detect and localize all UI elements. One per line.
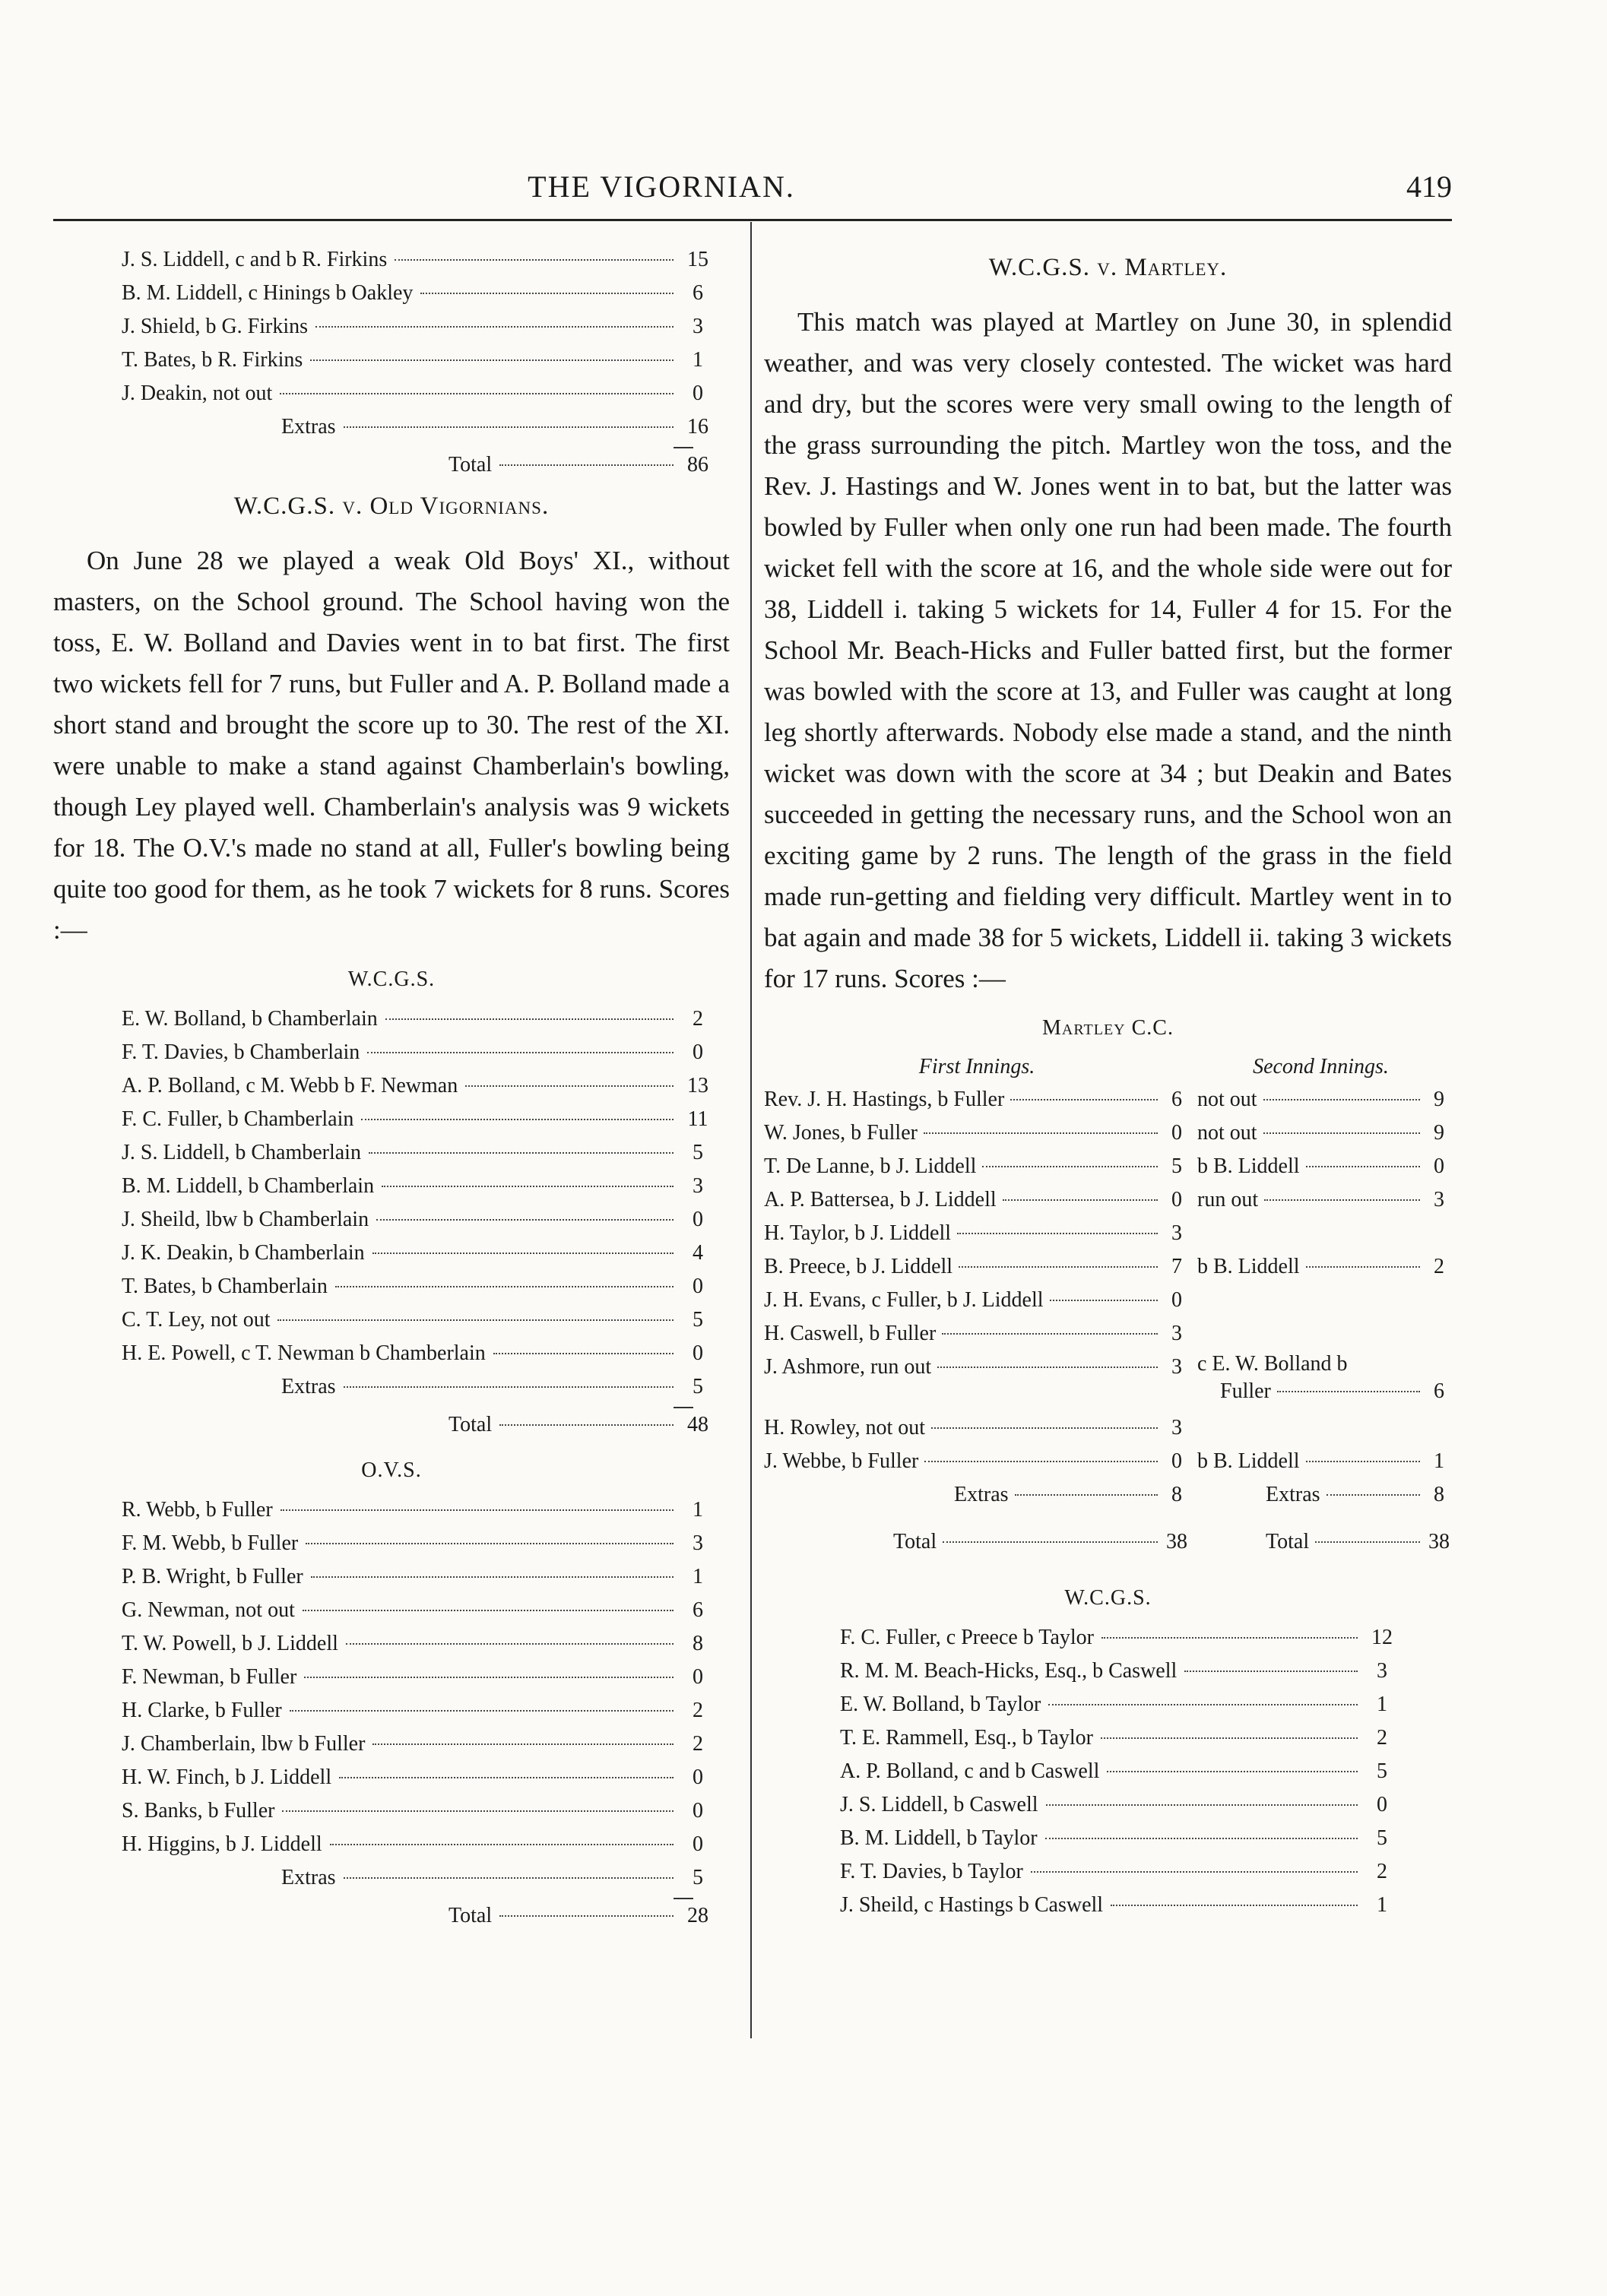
martley-row [764, 1351, 1452, 1411]
first-innings-entry: J. H. Evans, c Fuller, b J. Liddell [764, 1288, 1044, 1312]
second-innings-entry: not out [1197, 1121, 1257, 1145]
batsman-dismissal: S. Banks, b Fuller [122, 1799, 275, 1823]
total-label: Total [1266, 1530, 1310, 1553]
scorecard-row [122, 1661, 715, 1694]
journal-title: THE VIGORNIAN. [528, 169, 795, 204]
scorecard-row [122, 1493, 715, 1527]
first-innings-score: 7 [1171, 1255, 1182, 1278]
runs-score: 4 [693, 1241, 703, 1265]
right-column [764, 243, 1452, 1922]
leader-dots [1263, 1099, 1420, 1100]
leader-dots [493, 1353, 674, 1354]
runs-score: 1 [1377, 1693, 1387, 1716]
leader-dots [1111, 1905, 1358, 1906]
leader-dots [1306, 1461, 1420, 1462]
total-score: 86 [687, 453, 708, 477]
batsman-dismissal: T. W. Powell, b J. Liddell [122, 1632, 338, 1655]
leader-dots [957, 1233, 1158, 1234]
runs-score: 1 [693, 348, 703, 372]
leader-dots [1031, 1871, 1358, 1873]
batsman-dismissal: T. E. Rammell, Esq., b Taylor [840, 1726, 1093, 1750]
runs-score: 3 [1377, 1659, 1387, 1683]
leader-dots [344, 426, 674, 428]
martley-row [764, 1445, 1452, 1478]
leader-dots [1101, 1737, 1358, 1739]
scorecard-row [122, 1794, 715, 1828]
first-innings-label: First Innings. [918, 1055, 1035, 1078]
leader-dots [339, 1777, 674, 1778]
runs-score: 8 [693, 1632, 703, 1655]
scorecard-row [840, 1822, 1399, 1855]
martley-scorecard [764, 1051, 1452, 1559]
batsman-dismissal: F. C. Fuller, b Chamberlain [122, 1107, 354, 1131]
first-innings-entry: H. Rowley, not out [764, 1416, 926, 1439]
leader-dots [1010, 1099, 1158, 1100]
scorecard-row [122, 1337, 715, 1370]
extras-label: Extras [281, 415, 336, 439]
carryover-total-row [122, 448, 715, 482]
first-innings-score: 5 [1171, 1154, 1182, 1178]
empty-cell [1190, 1317, 1452, 1351]
total-label: Total [449, 1413, 493, 1436]
leader-dots [1045, 1838, 1358, 1839]
leader-dots [395, 259, 674, 261]
leader-dots [937, 1367, 1158, 1368]
leader-dots [310, 359, 674, 361]
first-innings-entry: H. Caswell, b Fuller [764, 1322, 937, 1345]
runs-score: 12 [1371, 1626, 1393, 1649]
runs-score: 5 [1377, 1826, 1387, 1850]
runs-score: 0 [693, 1208, 703, 1231]
second-innings-score: 0 [1434, 1154, 1444, 1178]
second-innings-label: Second Innings. [1253, 1055, 1389, 1078]
scorecard-row [122, 1594, 715, 1627]
running-head [53, 169, 1452, 214]
leader-dots [1003, 1199, 1158, 1201]
wcgs-extras-row [122, 1370, 715, 1404]
runs-score: 0 [1377, 1793, 1387, 1816]
leader-dots [1015, 1494, 1158, 1496]
second-innings-entry: not out [1197, 1088, 1257, 1111]
runs-score: 1 [693, 1498, 703, 1522]
leader-dots [335, 1286, 674, 1287]
scorecard-row [122, 1136, 715, 1170]
wcgs-scorecard [53, 1002, 730, 1442]
wcgs-entries [122, 1002, 715, 1370]
runs-score: 3 [693, 1174, 703, 1198]
first-innings-score: 3 [1171, 1221, 1182, 1245]
scorecard-row [122, 1103, 715, 1136]
leader-dots [376, 1219, 674, 1221]
leader-dots [385, 1018, 674, 1020]
runs-score: 0 [693, 1766, 703, 1789]
first-innings-entry: J. Webbe, b Fuller [764, 1449, 919, 1473]
batsman-dismissal: J. Sheild, c Hastings b Caswell [840, 1893, 1104, 1917]
first-innings-entry: W. Jones, b Fuller [764, 1121, 918, 1145]
first-innings-entry: H. Taylor, b J. Liddell [764, 1221, 952, 1245]
scorecard-row [840, 1755, 1399, 1788]
leader-dots [982, 1166, 1158, 1167]
batsman-dismissal: E. W. Bolland, b Chamberlain [122, 1007, 378, 1031]
batsman-dismissal: T. Bates, b Chamberlain [122, 1275, 328, 1298]
batsman-dismissal: R. Webb, b Fuller [122, 1498, 273, 1522]
runs-score: 3 [693, 315, 703, 338]
total-label: Total [893, 1530, 937, 1553]
leader-dots [311, 1576, 674, 1578]
leader-dots [1107, 1771, 1358, 1772]
scorecard-row [840, 1788, 1399, 1822]
extras-label: Extras [281, 1866, 336, 1889]
extras-label: Extras [1266, 1483, 1320, 1506]
runs-score: 0 [693, 1040, 703, 1064]
extras-score: 5 [693, 1866, 703, 1889]
batsman-dismissal: J. Shield, b G. Firkins [122, 315, 309, 338]
ovs-heading: O.V.S. [361, 1458, 422, 1482]
batsman-dismissal: F. C. Fuller, c Preece b Taylor [840, 1626, 1094, 1649]
leader-dots [942, 1333, 1158, 1335]
wcgs-heading: W.C.G.S. [347, 967, 436, 991]
wcgs-martley-entries [840, 1621, 1399, 1922]
martley-row [764, 1150, 1452, 1183]
batsman-dismissal: F. Newman, b Fuller [122, 1665, 297, 1689]
second-innings-entry: b B. Liddell [1197, 1154, 1300, 1178]
left-column [53, 243, 730, 1933]
leader-dots [369, 1152, 674, 1154]
martley-heading: Martley C.C. [1042, 1016, 1174, 1040]
runs-score: 1 [1377, 1893, 1387, 1917]
scorecard-row [122, 1270, 715, 1303]
leader-dots [1263, 1132, 1420, 1134]
batsman-dismissal: J. K. Deakin, b Chamberlain [122, 1241, 365, 1265]
leader-dots [372, 1743, 674, 1745]
scorecard-row [122, 1694, 715, 1728]
scorecard-row [122, 1170, 715, 1203]
second-innings-entry-cont: Fuller [1220, 1379, 1271, 1403]
empty-cell [1190, 1284, 1452, 1317]
leader-dots [1306, 1166, 1420, 1167]
leader-dots [303, 1610, 674, 1611]
martley-row [764, 1116, 1452, 1150]
match-report-old-vigornians: On June 28 we played a weak Old Boys' XI., without masters, on the School ground. The School having won the toss, E. W. Bolland and Davies went in to bat first. The first two wickets fell for 7 runs, but Fuller and A. P. Bolland made a short stand and brought the score up to 30. The rest of the XI. were unable to make a stand against Chamberlain's bowling, though Ley played well. Chamberlain's analysis was 9 wickets for 18. The O.V.'s made no stand at all, Fuller's bowling being quite too good for them, as he took 7 wickets for 8 runs. Scores :— [53, 546, 730, 945]
extras-score: 5 [693, 1375, 703, 1398]
martley-row [764, 1411, 1452, 1445]
scorecard-row [840, 1889, 1399, 1922]
batsman-dismissal: J. Sheild, lbw b Chamberlain [122, 1208, 369, 1231]
leader-dots [344, 1877, 674, 1879]
leader-dots [277, 1319, 674, 1321]
batsman-dismissal: H. E. Powell, c T. Newman b Chamberlain [122, 1341, 486, 1365]
carryover-entries [122, 243, 715, 410]
scorecard-row [122, 1036, 715, 1069]
batsman-dismissal: C. T. Ley, not out [122, 1308, 271, 1332]
leader-dots [304, 1677, 674, 1678]
scorecard-row [122, 277, 715, 310]
leader-dots [1184, 1671, 1358, 1672]
leader-dots [361, 1119, 674, 1120]
header-rule [53, 219, 1452, 221]
scorecard-row [122, 1303, 715, 1337]
scorecard-row [122, 1627, 715, 1661]
scorecard-row [122, 377, 715, 410]
martley-row [764, 1284, 1452, 1317]
total-score: 48 [687, 1413, 708, 1436]
leader-dots [290, 1710, 674, 1712]
martley-row [764, 1250, 1452, 1284]
match-heading-old-vigornians: W.C.G.S. v. Old Vigornians. [233, 492, 550, 520]
ovs-entries [122, 1493, 715, 1861]
leader-dots [281, 1509, 674, 1511]
second-innings-score: 9 [1434, 1088, 1444, 1111]
leader-dots [499, 464, 674, 466]
runs-score: 6 [693, 1598, 703, 1622]
batsman-dismissal: J. S. Liddell, b Chamberlain [122, 1141, 361, 1164]
leader-dots [280, 393, 674, 394]
leader-dots [1048, 1704, 1358, 1705]
runs-score: 6 [693, 281, 703, 305]
leader-dots [282, 1810, 674, 1812]
runs-score: 1 [693, 1565, 703, 1588]
first-innings-score: 3 [1171, 1416, 1182, 1439]
batsman-dismissal: P. B. Wright, b Fuller [122, 1565, 303, 1588]
column-divider [750, 222, 752, 2038]
match-report-martley: This match was played at Martley on June 30, in splendid weather, and was very closely contested. The wicket was hard and dry, but the scores were very small owing to the length of the grass surrounding the pitch. Martley won the toss, and the Rev. J. Hastings and W. Jones went in to bat, but the latter was bowled by Fuller when only one run had been made. The fourth wicket fell with the score at 16, and the whole side were out for 38, Liddell i. taking 5 wickets for 14, Fuller 4 for 15. For the School Mr. Beach-Hicks and Fuller batted first, but the former was bowled with the score at 13, and Fuller was caught at long leg shortly afterwards. Nobody else made a stand, and the ninth wicket was down with the score at 34 ; but Deakin and Bates succeeded in getting the necessary runs, and the School won an exciting game by 2 runs. The length of the grass in the field made run-getting and fielding very difficult. Martley went in to bat again and made 38 for 5 wickets, Liddell ii. taking 3 wickets for 17 runs. Scores :— [764, 307, 1452, 993]
extras-score: 16 [687, 415, 708, 439]
martley-row [764, 1083, 1452, 1116]
batsman-dismissal: R. M. M. Beach-Hicks, Esq., b Caswell [840, 1659, 1178, 1683]
runs-score: 0 [693, 1665, 703, 1689]
batsman-dismissal: F. T. Davies, b Chamberlain [122, 1040, 360, 1064]
batsman-dismissal: B. M. Liddell, b Chamberlain [122, 1174, 375, 1198]
total-score: 28 [687, 1904, 708, 1927]
ovs-scorecard [53, 1493, 730, 1933]
scorecard-row [122, 1828, 715, 1861]
leader-dots [1264, 1199, 1420, 1201]
match-heading-martley: W.C.G.S. v. Martley. [988, 254, 1228, 281]
martley-row [764, 1217, 1452, 1250]
scorecard-row [122, 310, 715, 344]
runs-score: 11 [687, 1107, 708, 1131]
scorecard-row [122, 344, 715, 377]
batsman-dismissal: B. M. Liddell, c Hinings b Oakley [122, 281, 414, 305]
empty-cell [1190, 1217, 1452, 1250]
batsman-dismissal: J. Deakin, not out [122, 382, 273, 405]
leader-dots [499, 1915, 674, 1917]
total-label: Total [449, 1904, 493, 1927]
martley-row [764, 1183, 1452, 1217]
martley-extras-row [764, 1478, 1452, 1512]
total-label: Total [449, 453, 493, 477]
runs-score: 3 [693, 1531, 703, 1555]
runs-score: 0 [693, 1275, 703, 1298]
leader-dots [924, 1132, 1158, 1134]
martley-total-row [764, 1512, 1452, 1559]
leader-dots [315, 326, 674, 328]
first-innings-entry: A. P. Battersea, b J. Liddell [764, 1188, 997, 1211]
martley-row [764, 1317, 1452, 1351]
scorecard-row [840, 1855, 1399, 1889]
scorecard-row [840, 1688, 1399, 1721]
scorecard-row [122, 1203, 715, 1237]
leader-dots [959, 1266, 1158, 1268]
scorecard-row [840, 1721, 1399, 1755]
first-innings-score: 0 [1171, 1188, 1182, 1211]
scorecard-row [840, 1655, 1399, 1688]
extras-label: Extras [954, 1483, 1009, 1506]
leader-dots [1050, 1300, 1158, 1301]
empty-cell [1190, 1411, 1452, 1445]
runs-score: 0 [693, 382, 703, 405]
runs-score: 5 [1377, 1759, 1387, 1783]
scorecard-row [122, 1002, 715, 1036]
ovs-extras-row [122, 1861, 715, 1895]
page-number: 419 [1406, 169, 1452, 204]
first-innings-score: 3 [1171, 1355, 1182, 1379]
leader-dots [465, 1085, 674, 1087]
leader-dots [346, 1643, 674, 1645]
batsman-dismissal: F. T. Davies, b Taylor [840, 1860, 1023, 1883]
scorecard-row [122, 1728, 715, 1761]
leader-dots [330, 1844, 674, 1845]
first-innings-score: 3 [1171, 1322, 1182, 1345]
second-innings-entry: run out [1197, 1188, 1259, 1211]
wcgs-martley-scorecard [764, 1621, 1452, 1922]
leader-dots [943, 1541, 1158, 1543]
runs-score: 0 [693, 1799, 703, 1823]
scorecard-row [122, 1527, 715, 1560]
first-innings-score: 0 [1171, 1121, 1182, 1145]
first-innings-score: 6 [1171, 1088, 1182, 1111]
batsman-dismissal: H. Clarke, b Fuller [122, 1699, 282, 1722]
runs-score: 2 [693, 1699, 703, 1722]
first-extras-score: 8 [1171, 1483, 1182, 1506]
leader-dots [306, 1543, 674, 1544]
leader-dots [367, 1052, 674, 1053]
second-innings-entry: b B. Liddell [1197, 1255, 1300, 1278]
runs-score: 0 [693, 1832, 703, 1856]
second-innings-score: 3 [1434, 1188, 1444, 1211]
leader-dots [372, 1253, 674, 1254]
runs-score: 2 [693, 1007, 703, 1031]
batsman-dismissal: A. P. Bolland, c and b Caswell [840, 1759, 1100, 1783]
second-innings-score: 2 [1434, 1255, 1444, 1278]
batsman-dismissal: J. S. Liddell, b Caswell [840, 1793, 1038, 1816]
runs-score: 2 [1377, 1860, 1387, 1883]
runs-score: 0 [693, 1341, 703, 1365]
scorecard-row [840, 1621, 1399, 1655]
batsman-dismissal: H. Higgins, b J. Liddell [122, 1832, 322, 1856]
first-innings-entry: Rev. J. H. Hastings, b Fuller [764, 1088, 1005, 1111]
scorecard-row [122, 243, 715, 277]
second-total-score: 38 [1428, 1530, 1450, 1553]
first-innings-entry: J. Ashmore, run out [764, 1355, 932, 1379]
batsman-dismissal: J. Chamberlain, lbw b Fuller [122, 1732, 366, 1756]
leader-dots [1046, 1804, 1358, 1806]
second-innings-score: 6 [1434, 1379, 1444, 1403]
leader-dots [1306, 1266, 1420, 1268]
scorecard-row [122, 1761, 715, 1794]
second-innings-entry: c E. W. Bolland b [1197, 1352, 1348, 1376]
extras-label: Extras [281, 1375, 336, 1398]
first-total-score: 38 [1166, 1530, 1187, 1553]
batsman-dismissal: E. W. Bolland, b Taylor [840, 1693, 1041, 1716]
leader-dots [931, 1427, 1158, 1429]
first-innings-score: 0 [1171, 1288, 1182, 1312]
leader-dots [1326, 1494, 1420, 1496]
leader-dots [924, 1461, 1158, 1462]
wcgs-heading-martley: W.C.G.S. [1064, 1586, 1152, 1610]
leader-dots [1315, 1541, 1420, 1543]
scorecard-row [122, 1560, 715, 1594]
second-innings-entry: b B. Liddell [1197, 1449, 1300, 1473]
leader-dots [499, 1424, 674, 1426]
batsman-dismissal: H. W. Finch, b J. Liddell [122, 1766, 332, 1789]
first-innings-score: 0 [1171, 1449, 1182, 1473]
leader-dots [344, 1386, 674, 1388]
ovs-total-row [122, 1899, 715, 1933]
batsman-dismissal: J. S. Liddell, c and b R. Firkins [122, 248, 388, 271]
martley-entries [764, 1083, 1452, 1478]
batsman-dismissal: T. Bates, b R. Firkins [122, 348, 303, 372]
runs-score: 5 [693, 1141, 703, 1164]
batsman-dismissal: A. P. Bolland, c M. Webb b F. Newman [122, 1074, 458, 1097]
carryover-extras-row [122, 410, 715, 444]
leader-dots [420, 293, 674, 294]
batsman-dismissal: B. M. Liddell, b Taylor [840, 1826, 1038, 1850]
first-innings-entry: B. Preece, b J. Liddell [764, 1255, 953, 1278]
wcgs-total-row [122, 1408, 715, 1442]
second-innings-score: 9 [1434, 1121, 1444, 1145]
first-innings-entry: T. De Lanne, b J. Liddell [764, 1154, 977, 1178]
innings-header-row [764, 1051, 1452, 1083]
runs-score: 2 [693, 1732, 703, 1756]
carryover-scorecard [53, 243, 730, 482]
batsman-dismissal: G. Newman, not out [122, 1598, 295, 1622]
runs-score: 2 [1377, 1726, 1387, 1750]
second-innings-score: 1 [1434, 1449, 1444, 1473]
leader-dots [1277, 1391, 1420, 1392]
runs-score: 5 [693, 1308, 703, 1332]
leader-dots [1101, 1637, 1358, 1639]
runs-score: 13 [687, 1074, 708, 1097]
runs-score: 15 [687, 248, 708, 271]
leader-dots [382, 1186, 674, 1187]
batsman-dismissal: F. M. Webb, b Fuller [122, 1531, 299, 1555]
scorecard-row [122, 1069, 715, 1103]
second-extras-score: 8 [1434, 1483, 1444, 1506]
scorecard-row [122, 1237, 715, 1270]
